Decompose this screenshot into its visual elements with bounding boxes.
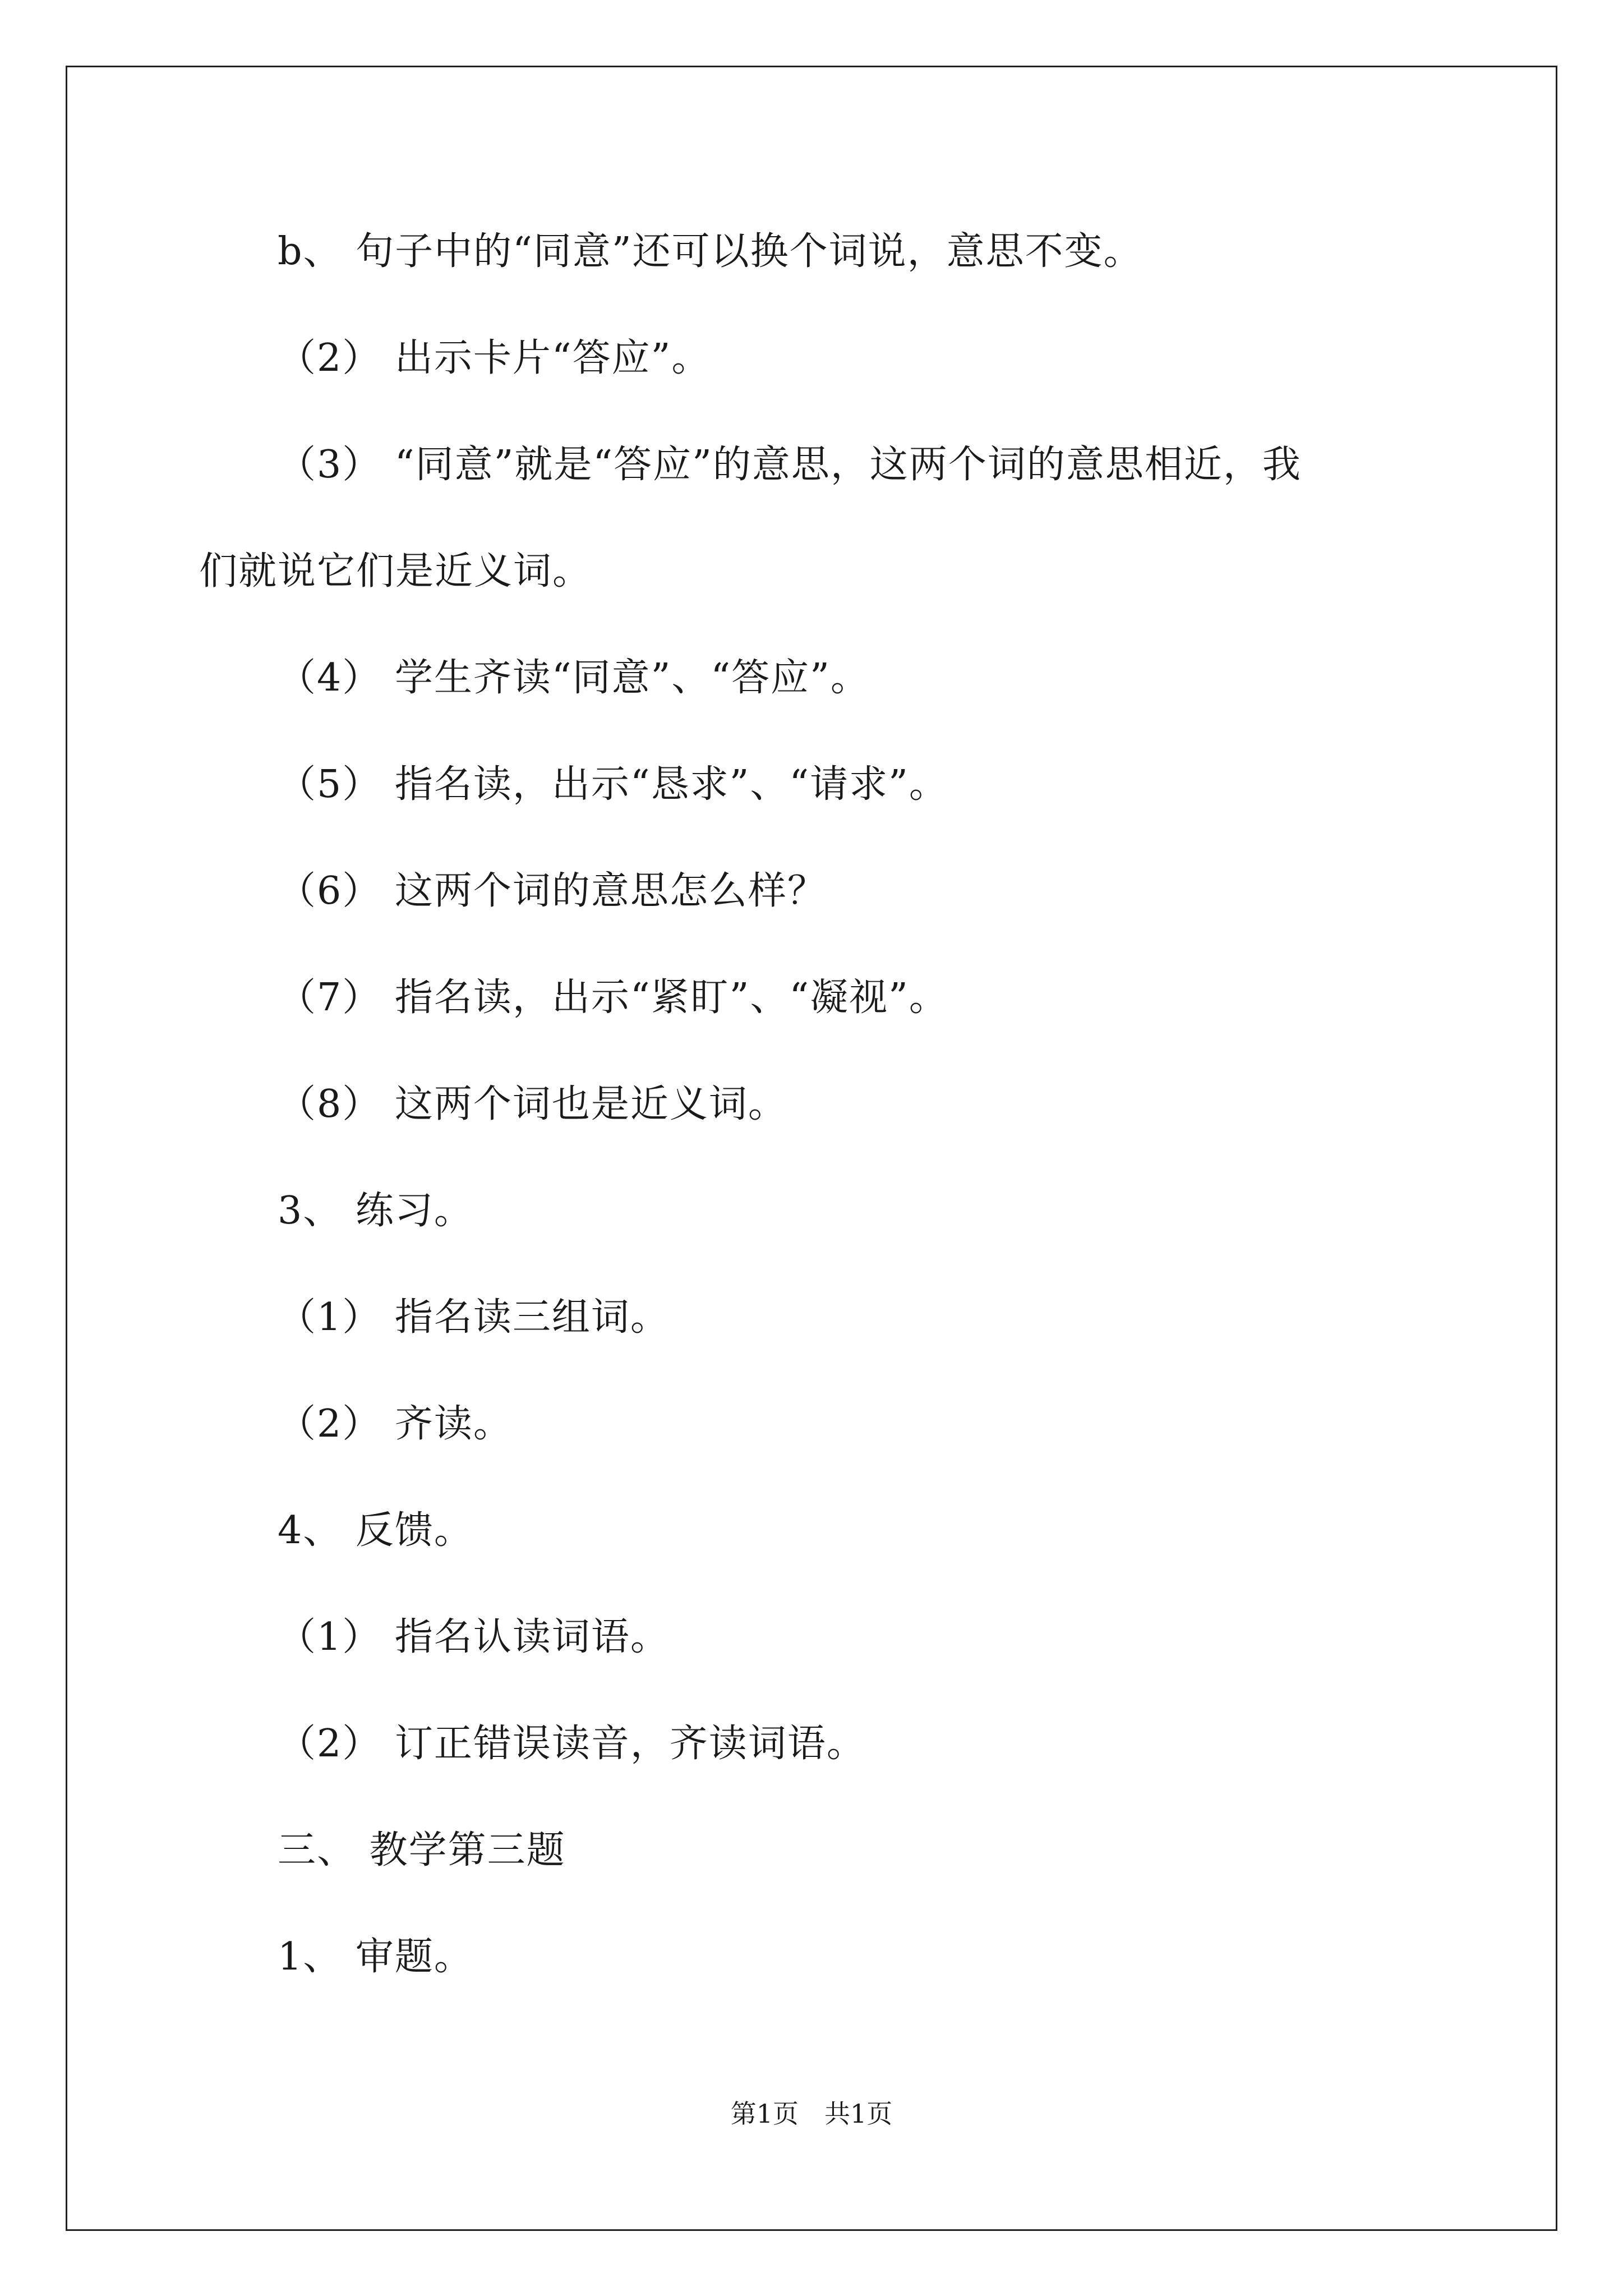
text-line: 三、 教学第三题 xyxy=(278,1828,566,1872)
text-line: （1） 指名认读词语。 xyxy=(278,1615,670,1659)
page-number-footer: 第1页 共1页 xyxy=(730,2099,893,2129)
text-line: 4、 反馈。 xyxy=(278,1508,473,1553)
text-line: （6） 这两个词的意思怎么样？ xyxy=(278,869,827,913)
page-border xyxy=(66,66,1557,2231)
text-line: （2） 出示卡片“答应”。 xyxy=(278,336,711,380)
text-line: 3、 练习。 xyxy=(278,1189,473,1233)
text-line: （2） 订正错误读音，齐读词语。 xyxy=(278,1722,866,1766)
text-line: （8） 这两个词也是近义词。 xyxy=(278,1082,787,1126)
text-line: b、 句子中的“同意”还可以换个词说，意思不变。 xyxy=(278,229,1143,274)
text-line: （2） 齐读。 xyxy=(278,1402,513,1446)
text-line: （3） “同意”就是“答应”的意思，这两个词的意思相近，我 xyxy=(278,443,1302,487)
text-line: 们就说它们是近义词。 xyxy=(199,549,592,593)
text-line: （5） 指名读，出示“恳求”、“请求”。 xyxy=(278,762,948,807)
text-line: （4） 学生齐读“同意”、“答应”。 xyxy=(278,656,870,700)
text-line: （1） 指名读三组词。 xyxy=(278,1295,670,1340)
text-line: （7） 指名读，出示“紧盯”、“凝视”。 xyxy=(278,976,948,1020)
text-line: 1、 审题。 xyxy=(278,1935,473,1979)
